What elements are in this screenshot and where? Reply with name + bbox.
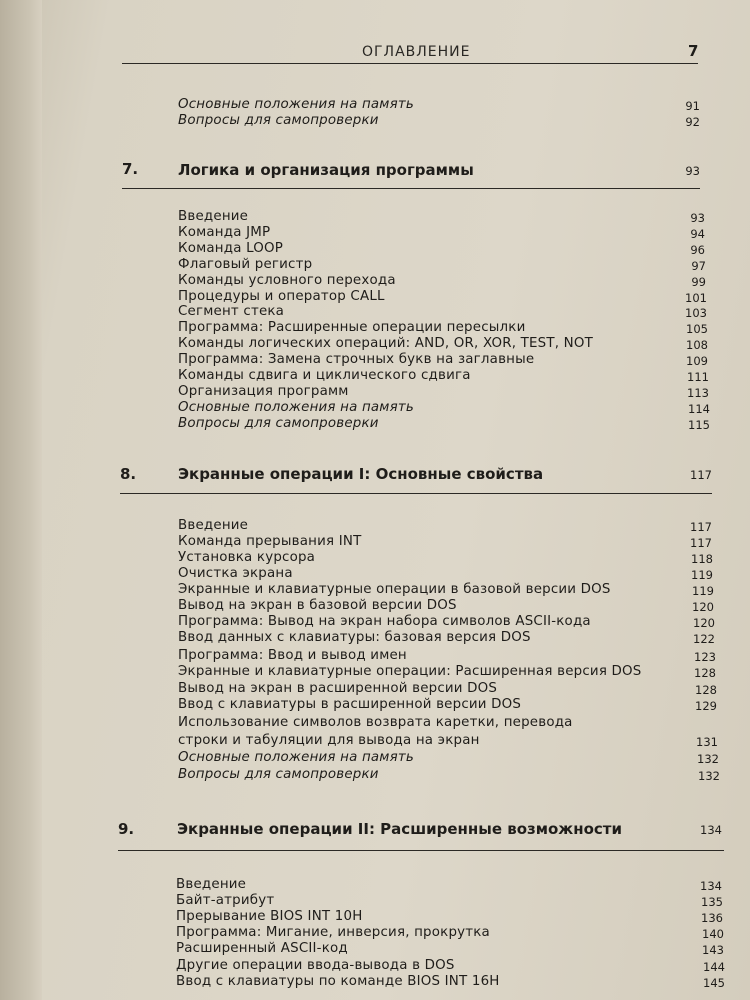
running-header-title: ОГЛАВЛЕНИЕ — [362, 44, 471, 60]
toc-entry: Вывод на экран в расширенной версии DOS — [178, 681, 498, 696]
toc-entry: Очистка экрана — [178, 566, 293, 581]
toc-entry: Основные положения на память — [178, 750, 414, 765]
toc-entry-page: 134 — [700, 879, 722, 893]
toc-entry-page: 97 — [691, 259, 706, 273]
toc-entry: Другие операции ввода-вывода в DOS — [176, 958, 455, 973]
toc-entry: Программа: Ввод и вывод имен — [178, 648, 407, 663]
toc-entry: Основные положения на память — [178, 400, 414, 415]
toc-entry: Экранные и клавиатурные операции в базовой версии DOS — [178, 582, 611, 597]
toc-entry-page: 111 — [687, 370, 709, 384]
chapter-8-number: 8. — [120, 465, 137, 483]
toc-entry: Команда LOOP — [178, 241, 284, 256]
toc-entry-page: 99 — [691, 275, 706, 289]
toc-entry: Вопросы для самопроверки — [178, 767, 379, 782]
chapter-7-page: 93 — [685, 164, 700, 178]
toc-entry-page: 94 — [690, 227, 705, 241]
toc-entry-page: 119 — [692, 584, 714, 598]
toc-entry-page: 119 — [691, 568, 713, 582]
chapter-8-page: 117 — [690, 468, 712, 482]
toc-entry-page: 132 — [697, 752, 719, 766]
toc-entry-page: 136 — [701, 911, 723, 925]
toc-entry-page: 144 — [703, 960, 725, 974]
toc-entry-page: 117 — [690, 536, 712, 550]
toc-entry-page: 92 — [685, 115, 700, 129]
toc-entry: Команда JMP — [178, 225, 271, 240]
toc-entry-page: 101 — [685, 291, 707, 305]
chapter-8-rule — [120, 493, 712, 494]
toc-entry-page: 135 — [701, 895, 723, 909]
toc-entry: Байт-атрибут — [176, 893, 275, 908]
chapter-7-rule — [122, 188, 700, 189]
toc-entry-page: 109 — [686, 354, 708, 368]
chapter-7-title: Логика и организация программы — [178, 161, 474, 179]
toc-entry-page: 96 — [690, 243, 705, 257]
toc-entry: Прерывание BIOS INT 10H — [176, 909, 363, 924]
toc-entry: Введение — [176, 877, 247, 892]
toc-entry-page: 145 — [703, 976, 725, 990]
toc-entry: Ввод с клавиатуры по команде BIOS INT 16H — [176, 974, 500, 989]
toc-entry: Ввод данных с клавиатуры: базовая версия DOS — [178, 630, 531, 645]
chapter-7-number: 7. — [122, 160, 139, 178]
toc-entry: Экранные и клавиатурные операции: Расширенная версия DOS — [178, 664, 642, 679]
toc-entry-page: 129 — [695, 699, 717, 713]
toc-entry: Вопросы для самопроверки — [178, 113, 379, 128]
toc-entry: Вывод на экран в базовой версии DOS — [178, 598, 457, 613]
chapter-9-number: 9. — [118, 820, 135, 838]
toc-entry: Процедуры и оператор CALL — [178, 289, 385, 304]
toc-entry: Вопросы для самопроверки — [178, 416, 379, 431]
toc-entry: Ввод с клавиатуры в расширенной версии DOS — [178, 697, 522, 712]
toc-entry: Организация программ — [178, 384, 349, 399]
toc-entry: Команды сдвига и циклического сдвига — [178, 368, 471, 383]
toc-entry-page: 143 — [702, 943, 724, 957]
toc-entry: строки и табуляции для вывода на экран — [178, 733, 480, 748]
toc-entry: Программа: Расширенные операции пересылки — [178, 320, 526, 335]
toc-entry-page: 120 — [693, 616, 715, 630]
toc-entry-page: 122 — [693, 632, 715, 646]
toc-entry: Флаговый регистр — [178, 257, 313, 272]
toc-entry: Сегмент стека — [178, 304, 285, 319]
toc-entry: Команды логических операций: AND, OR, XOR, TEST, NOT — [178, 336, 594, 351]
toc-entry-page: 128 — [695, 683, 717, 697]
toc-entry: Команда прерывания INT — [178, 534, 362, 549]
toc-entry-page: 105 — [686, 322, 708, 336]
toc-entry: Введение — [178, 518, 249, 533]
toc-entry-page: 131 — [696, 735, 718, 749]
header-rule — [122, 63, 698, 64]
toc-entry: Установка курсора — [178, 550, 316, 565]
toc-entry-page: 118 — [691, 552, 713, 566]
toc-entry-page: 108 — [686, 338, 708, 352]
toc-entry-page: 123 — [694, 650, 716, 664]
toc-entry-page: 115 — [688, 418, 710, 432]
toc-entry-page: 120 — [692, 600, 714, 614]
toc-entry: Программа: Мигание, инверсия, прокрутка — [176, 925, 490, 940]
toc-entry-page: 114 — [688, 402, 710, 416]
toc-entry-page: 103 — [685, 306, 707, 320]
toc-entry: Расширенный ASCII-код — [176, 941, 348, 956]
toc-entry-page: 91 — [685, 99, 700, 113]
chapter-8-title: Экранные операции I: Основные свойства — [178, 465, 544, 483]
toc-entry-page: 117 — [690, 520, 712, 534]
chapter-9-page: 134 — [700, 823, 722, 837]
running-header-page-number: 7 — [688, 42, 699, 60]
toc-entry: Введение — [178, 209, 249, 224]
toc-entry-page: 132 — [698, 769, 720, 783]
toc-entry-page: 93 — [690, 211, 705, 225]
toc-entry-page: 140 — [702, 927, 724, 941]
toc-entry: Основные положения на память — [178, 97, 414, 112]
page-gutter — [0, 0, 42, 1000]
toc-entry: Программа: Замена строчных букв на заглавные — [178, 352, 535, 367]
toc-entry: Команды условного перехода — [178, 273, 396, 288]
chapter-9-rule — [118, 850, 724, 851]
toc-entry-page: 113 — [687, 386, 709, 400]
toc-entry-page: 128 — [694, 666, 716, 680]
toc-entry: Использование символов возврата каретки, перевода — [178, 715, 573, 730]
toc-entry: Программа: Вывод на экран набора символов ASCII-кода — [178, 614, 591, 629]
chapter-9-title: Экранные операции II: Расширенные возможности — [177, 820, 622, 838]
